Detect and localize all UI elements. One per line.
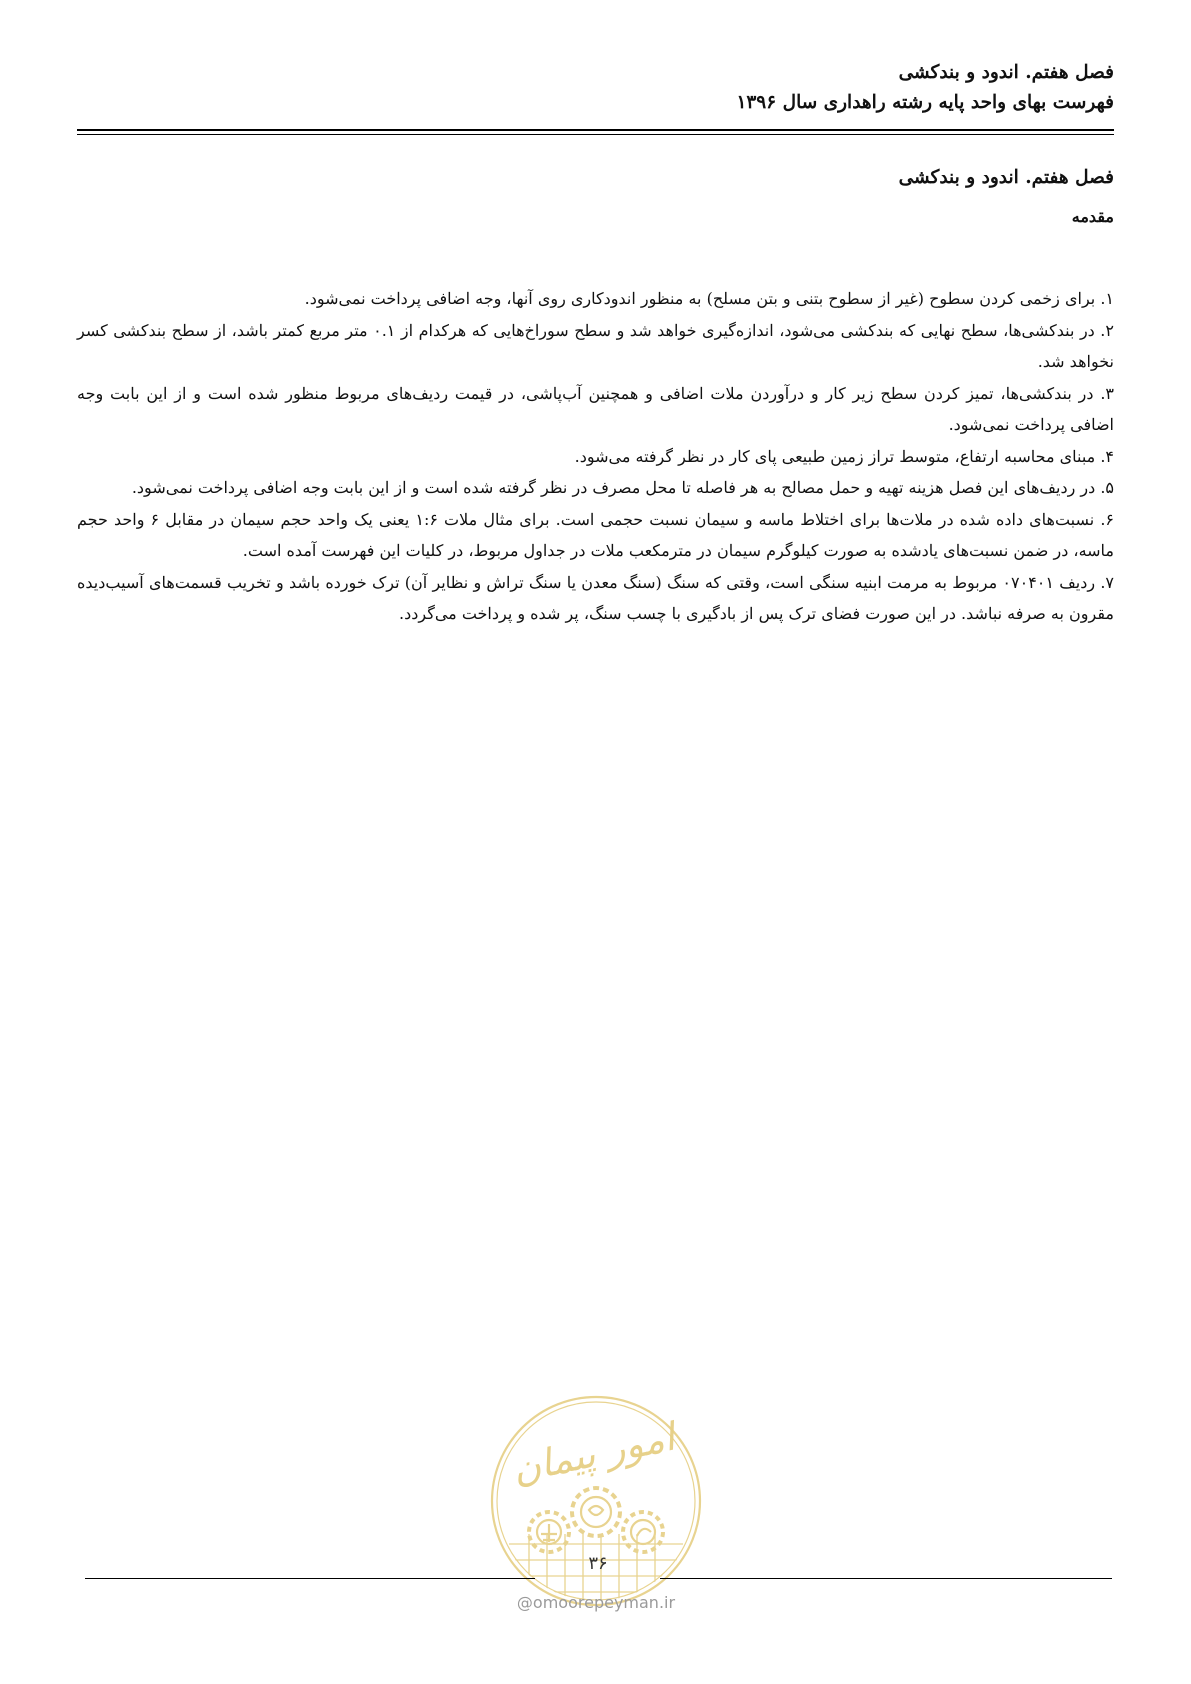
paragraph: ۲. در بندکشی‌ها، سطح نهایی که بندکشی می‌شود، اندازه‌گیری خواهد شد و سطح سوراخ‌هایی که هرکدام از ۰.۱ متر مربع کمتر باشد، از سطح بندکشی کسر نخواهد شد. <box>77 320 1114 371</box>
header-chapter-title: فصل هفتم. اندود و بندکشی <box>898 62 1114 83</box>
footer-rule-right <box>660 1578 1112 1579</box>
paragraph: ۶. نسبت‌های داده شده در ملات‌ها برای اختلاط ماسه و سیمان نسبت حجمی است. برای مثال ملات ۱:۶ یعنی یک واحد حجم سیمان در مقابل ۶ واحد حجم ماسه، در ضمن نسبت‌های یادشده به صورت کیلوگرم سیمان در مترمکعب ملات در جداول مربوط، در کلیات این فهرست آمده است. <box>77 509 1115 560</box>
paragraph: ۱. برای زخمی کردن سطوح (غیر از سطوح بتنی و بتن مسلح) به منظور اندودکاری روی آنها، وجه اضافی پرداخت نمی‌شود. <box>304 289 1114 308</box>
paragraph: ۴. مبنای محاسبه ارتفاع، متوسط تراز زمین طبیعی پای کار در نظر گرفته می‌شود. <box>574 446 1114 466</box>
footer-website: @omoorepeyman.ir <box>516 1593 676 1612</box>
seal-watermark-text: امور پیمان <box>508 1414 679 1492</box>
header-rule-thick <box>77 129 1114 131</box>
page-number: ۳۶ <box>588 1553 608 1574</box>
paragraph: ۵. در ردیف‌های این فصل هزینه تهیه و حمل مصالح به هر فاصله تا محل مصرف در نظر گرفته شده است و از این بابت وجه اضافی پرداخت نمی‌شود. <box>131 478 1114 497</box>
footer-rule-left <box>85 1578 535 1579</box>
section-title: فصل هفتم. اندود و بندکشی <box>898 167 1114 188</box>
running-header <box>77 58 1114 118</box>
header-document-title: فهرست بهای واحد پایه رشته راهداری سال ۱۳۹۶ <box>736 92 1114 113</box>
header-rule-thin <box>77 134 1114 135</box>
body-text <box>77 283 1114 630</box>
paragraph: ۷. ردیف ۰۷۰۴۰۱ مربوط به مرمت ابنیه سنگی است، وقتی که سنگ (سنگ معدن یا سنگ تراش و نظایر آن) ترک خورده باشد و تخریب قسمت‌های آسیب‌دیده مقرون به صرفه نباشد. در این صورت فضای ترک پس از بادگیری با چسب سنگ، پر شده و پرداخت می‌گردد. <box>77 572 1115 623</box>
paragraph: ۳. در بندکشی‌ها، تمیز کردن سطح زیر کار و درآوردن ملات اضافی و همچنین آب‌پاشی، در قیمت ردیف‌های مربوط منظور شده است و از این بابت وجه اضافی پرداخت نمی‌شود. <box>77 383 1114 434</box>
watermark-seal-logo <box>489 1394 703 1608</box>
section-subtitle: مقدمه <box>1071 207 1114 226</box>
